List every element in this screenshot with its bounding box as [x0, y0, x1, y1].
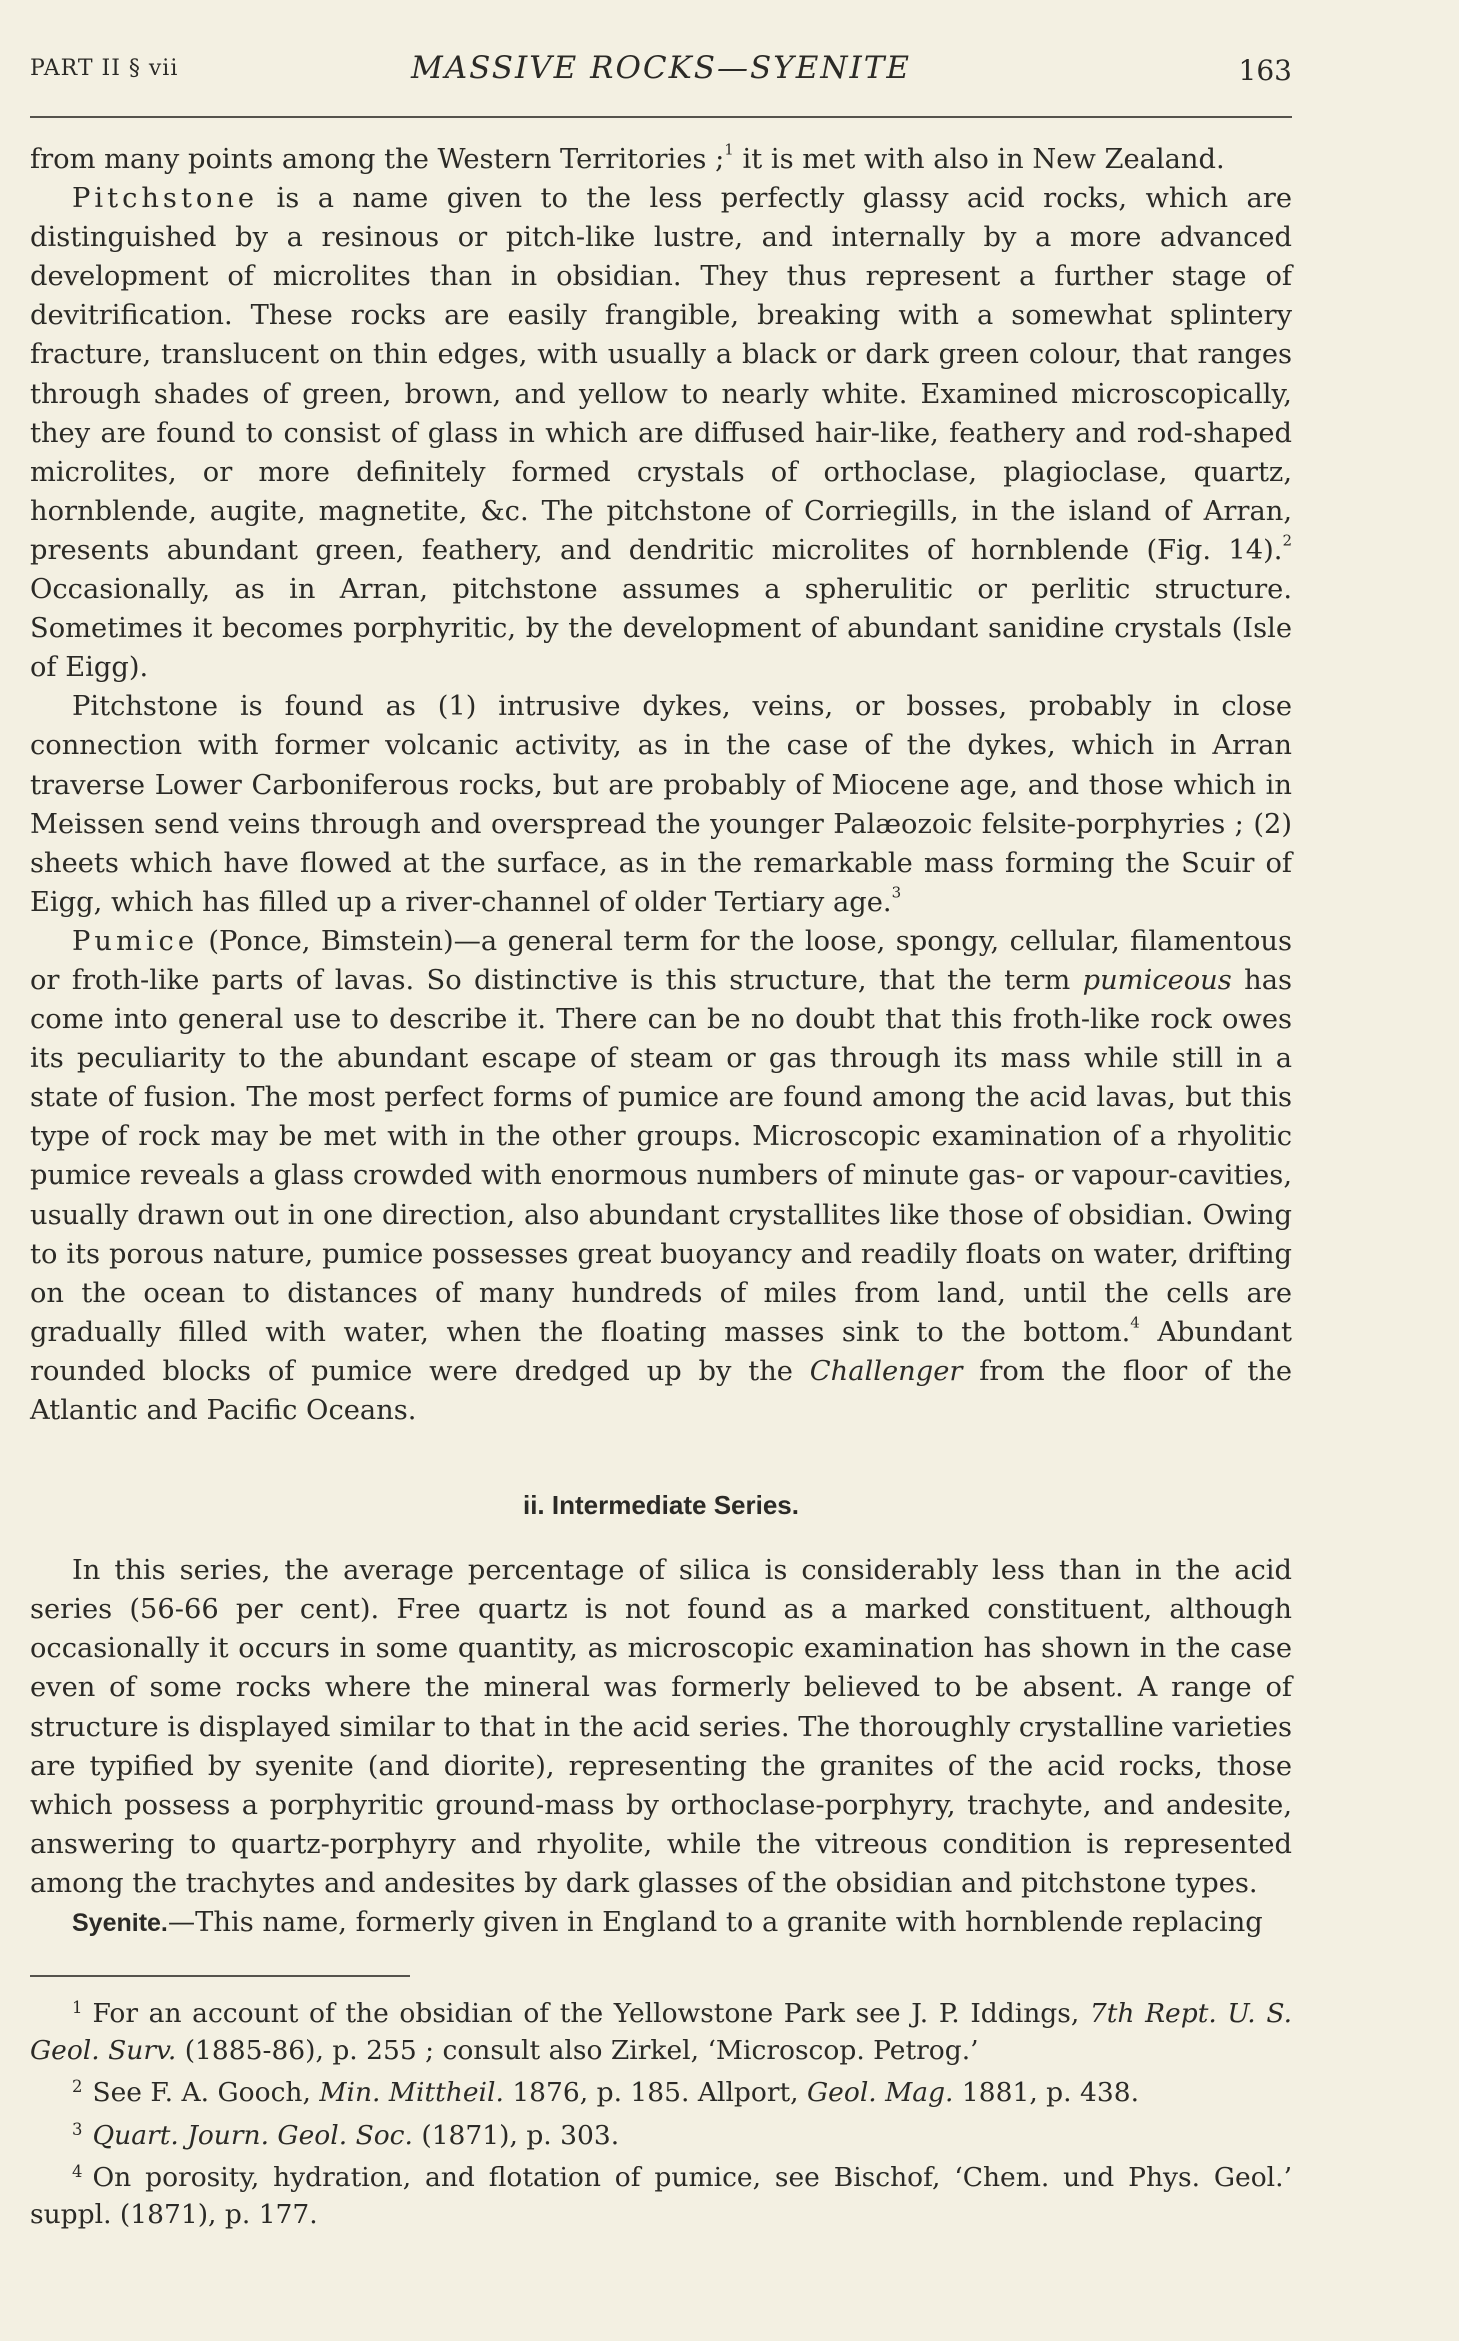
footnote-ref-3: 3: [891, 883, 902, 902]
footnote-ref-2: 2: [1282, 531, 1292, 550]
paragraph-syenite: Syenite.—This name, formerly given in England to a granite with hornblende replacing: [72, 1907, 1263, 1939]
main-text: [30, 140, 1292, 1943]
page-number: 163: [1238, 54, 1292, 87]
footnote-3: $^3$ Quart. Journ. Geol. Soc. (1871), p. 303.: [72, 2119, 620, 2151]
footnote-4: $^4$ On porosity, hydration, and flotation of pumice, see Bischof, ‘Chem. und Phys. Geol.’ suppl. (1871), p. 177.: [30, 2162, 1292, 2230]
term-syenite: Syenite.: [72, 1909, 168, 1938]
running-title: MASSIVE ROCKS—SYENITE: [410, 50, 912, 86]
footnote-ref-4: 4: [1130, 1313, 1140, 1332]
paragraph-pitchstone-occurrence: Pitchstone is found as (1) intrusive dykes, veins, or bosses, probably in close connection with former volcanic activity, as in the case of the dykes, which in Arran traverse Lower Carboniferous rocks, but are probably of Miocene age, and those which in Meissen send veins through and overspread the younger Palæozoic felsite-porphyries ; (2) sheets which have flowed at the surface, as in the remarkable mass forming the Scuir of Eigg, which has filled up a river-channel of older Tertiary age.$^3$: [30, 691, 1292, 918]
section-heading: ii. Intermediate Series.: [522, 1490, 799, 1521]
term-pitchstone: Pitchstone: [72, 183, 259, 215]
part-section-label: PART II § vii: [30, 56, 179, 81]
book-page: [30, 0, 1292, 2341]
header-rule: [30, 116, 1292, 118]
running-header: [30, 50, 1292, 100]
paragraph-intermediate-series: In this series, the average percentage of silica is considerably less than in the acid series (56-66 per cent). Free quartz is not found as a marked constituent, although occasionally it occurs in some quantity, as microscopic examination has shown in the case even of some rocks where the mineral was formerly believed to be absent. A range of structure is displayed similar to that in the acid series. The thoroughly crystalline varieties are typified by syenite (and diorite), representing the granites of the acid rocks, those which possess a porphyritic ground-mass by orthoclase-porphyry, trachyte, and andesite, answering to quartz-porphyry and rhyolite, while the vitreous condition is represented among the trachytes and andesites by dark glasses of the obsidian and pitchstone types.: [30, 1555, 1292, 1899]
footnote-ref-1: 1: [724, 140, 734, 159]
paragraph-pitchstone: Pitchstone is a name given to the less perfectly glassy acid rocks, which are distinguished by a resinous or pitch-like lustre, and internally by a more advanced development of microlites than in obsidian. They thus represent a further stage of devitrification. These rocks are easily frangible, breaking with a somewhat splintery fracture, translucent on thin edges, with usually a black or dark green colour, that ranges through shades of green, brown, and yellow to nearly white. Examined microscopically, they are found to consist of glass in which are diffused hair-like, feathery and rod-shaped microlites, or more definitely formed crystals of orthoclase, plagioclase, quartz, hornblende, augite, magnetite, &c. The pitchstone of Corriegills, in the island of Arran, presents abundant green, feathery, and dendritic microlites of hornblende (Fig. 14).$^2$ Occasionally, as in Arran, pitchstone assumes a spherulitic or perlitic structure. Sometimes it becomes porphyritic, by the development of abundant sanidine crystals (Isle of Eigg).: [30, 183, 1292, 684]
paragraph-continued: from many points among the Western Territories ;$^1$ it is met with also in New Zealand.: [30, 140, 1225, 175]
footnote-2: $^2$ See F. A. Gooch, Min. Mittheil. 1876, p. 185. Allport, Geol. Mag. 1881, p. 438.: [72, 2077, 1139, 2109]
footnote-rule: [30, 1975, 410, 1977]
term-pumice: Pumice: [72, 925, 199, 957]
paragraph-pumice: Pumice (Ponce, Bimstein)—a general term for the loose, spongy, cellular, filamentous or froth-like parts of lavas. So distinctive is this structure, that the term pumiceous has come into general use to describe it. There can be no doubt that this froth-like rock owes its peculiarity to the abundant escape of steam or gas through its mass while still in a state of fusion. The most perfect forms of pumice are found among the acid lavas, but this type of rock may be met with in the other groups. Microscopic examination of a rhyolitic pumice reveals a glass crowded with enormous numbers of minute gas- or vapour-cavities, usually drawn out in one direction, also abundant crystallites like those of obsidian. Owing to its porous nature, pumice possesses great buoyancy and readily floats on water, drifting on the ocean to distances of many hundreds of miles from land, until the cells are gradually filled with water, when the floating masses sink to the bottom.$^4$ Abundant rounded blocks of pumice were dredged up by the Challenger from the floor of the Atlantic and Pacific Oceans.: [30, 925, 1292, 1426]
ship-name: Challenger: [809, 1355, 963, 1387]
footnotes: [30, 1990, 1292, 2233]
footnote-1: $^1$ For an account of the obsidian of the Yellowstone Park see J. P. Iddings, 7th Rept. U. S. Geol. Surv. (1885-86), p. 255 ; consult also Zirkel, ‘Microscop. Petrog.’: [30, 1998, 1292, 2066]
